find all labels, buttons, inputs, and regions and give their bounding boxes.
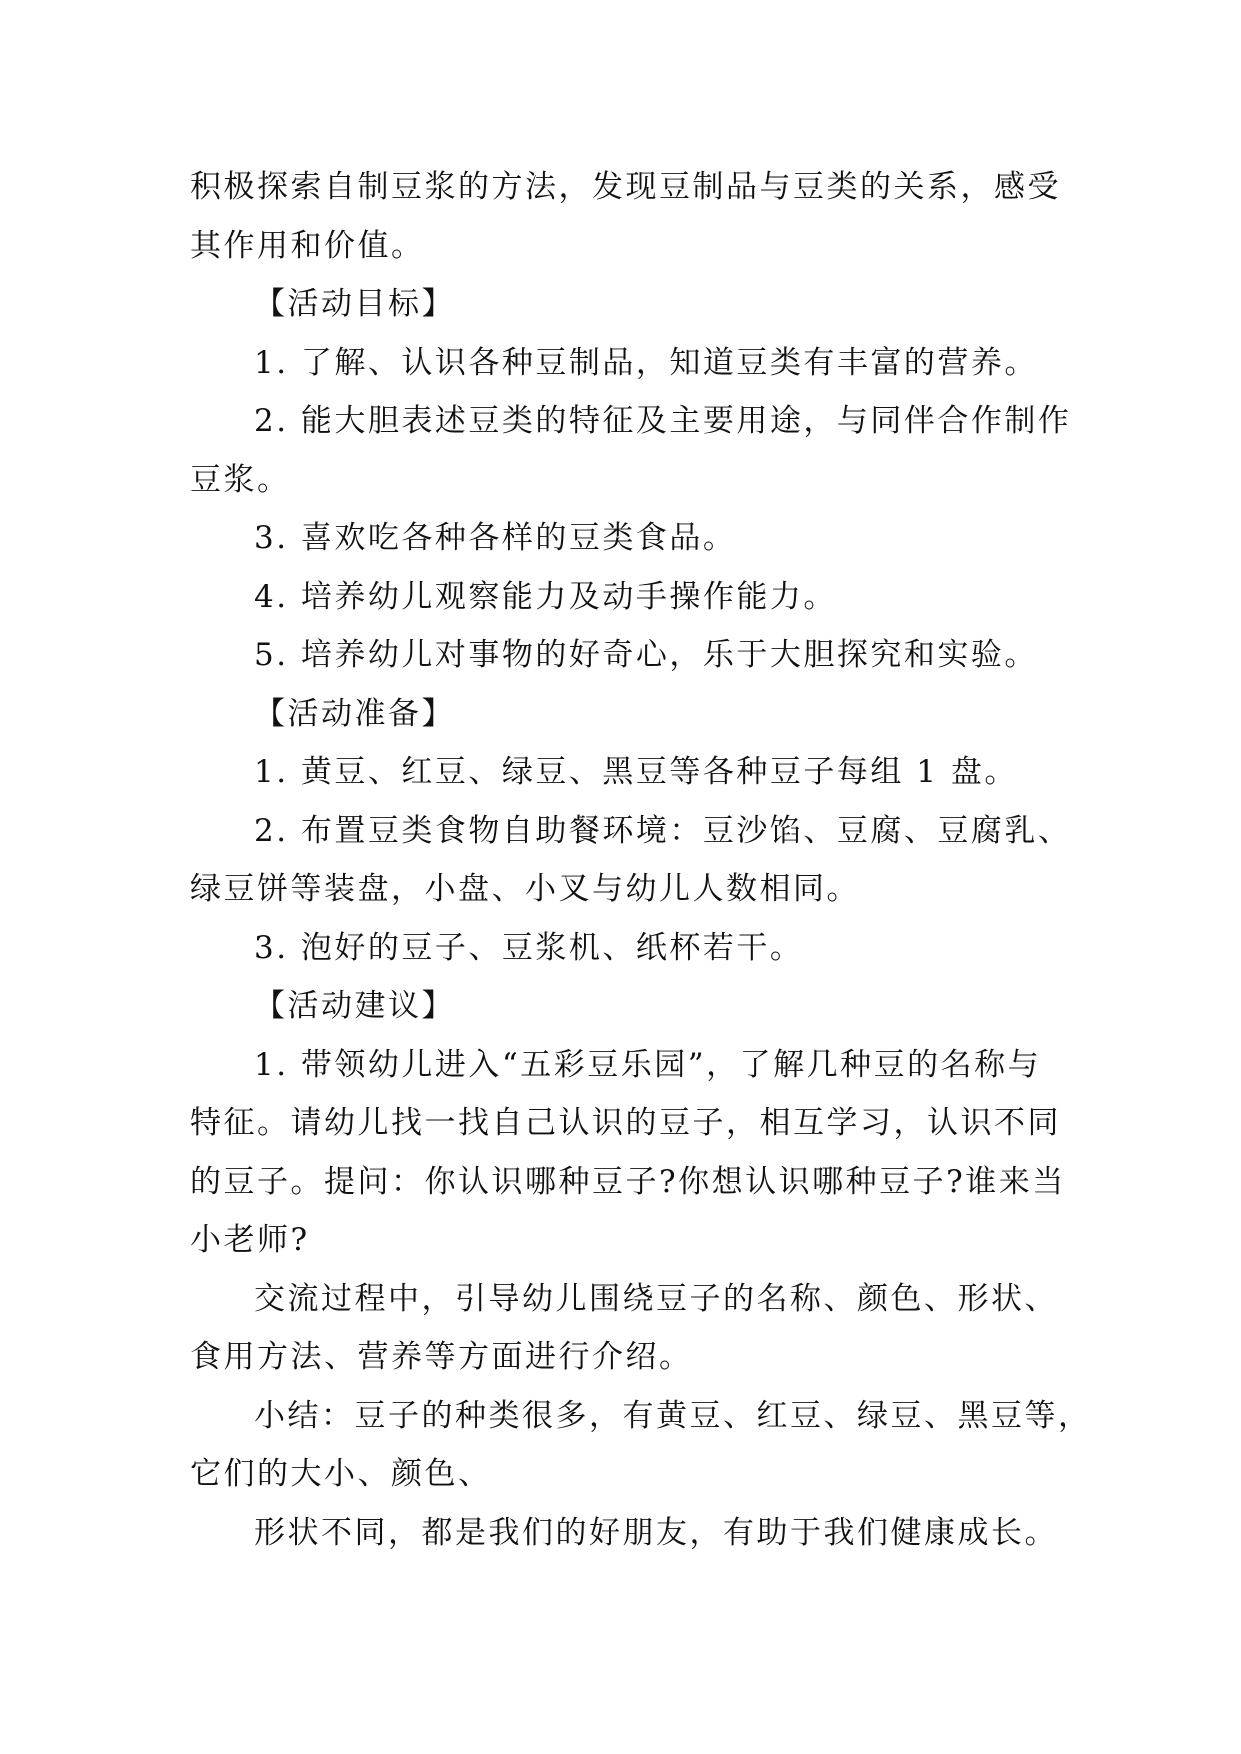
text-line: 绿豆饼等装盘，小盘、小叉与幼儿人数相同。: [190, 871, 860, 907]
text-line: 其作用和价值。: [190, 227, 425, 264]
paragraph-line: 交流过程中，引导幼儿围绕豆子的名称、颜色、形状、: [254, 1280, 1058, 1317]
text-line: 豆浆。: [190, 461, 291, 498]
list-item: 4. 培养幼儿观察能力及动手操作能力。: [254, 578, 837, 615]
list-item: 1. 了解、认识各种豆制品，知道豆类有丰富的营养。: [254, 344, 1038, 381]
text-line: 的豆子。提问：你认识哪种豆子?你想认识哪种豆子?谁来当: [190, 1163, 1066, 1200]
list-item: 1. 带领幼儿进入“五彩豆乐园”，了解几种豆的名称与: [254, 1046, 1042, 1083]
section-heading-goals: 【活动目标】: [254, 286, 455, 322]
paragraph-line: 形状不同，都是我们的好朋友，有助于我们健康成长。: [254, 1514, 1058, 1551]
paragraph-line: 小结：豆子的种类很多，有黄豆、红豆、绿豆、黑豆等，: [254, 1397, 1092, 1434]
list-item: 5. 培养幼儿对事物的好奇心，乐于大胆探究和实验。: [254, 637, 1038, 673]
section-heading-suggestions: 【活动建议】: [254, 988, 455, 1024]
text-line: 小老师?: [190, 1222, 310, 1258]
section-heading-preparation: 【活动准备】: [254, 695, 455, 732]
text-line: 特征。请幼儿找一找自己认识的豆子，相互学习，认识不同: [190, 1105, 1061, 1141]
text-line: 积极探索自制豆浆的方法，发现豆制品与豆类的关系，感受: [190, 169, 1061, 205]
list-item: 2. 布置豆类食物自助餐环境：豆沙馅、豆腐、豆腐乳、: [254, 812, 1072, 849]
document-body: [190, 158, 1092, 1562]
list-item: 3. 泡好的豆子、豆浆机、纸杯若干。: [254, 929, 804, 966]
list-item: 2. 能大胆表述豆类的特征及主要用途，与同伴合作制作: [254, 403, 1072, 439]
list-item: 1. 黄豆、红豆、绿豆、黑豆等各种豆子每组 1 盘。: [254, 754, 1018, 790]
text-line: 它们的大小、颜色、: [190, 1456, 492, 1492]
list-item: 3. 喜欢吃各种各样的豆类食品。: [254, 520, 737, 556]
text-line: 食用方法、营养等方面进行介绍。: [190, 1339, 693, 1375]
